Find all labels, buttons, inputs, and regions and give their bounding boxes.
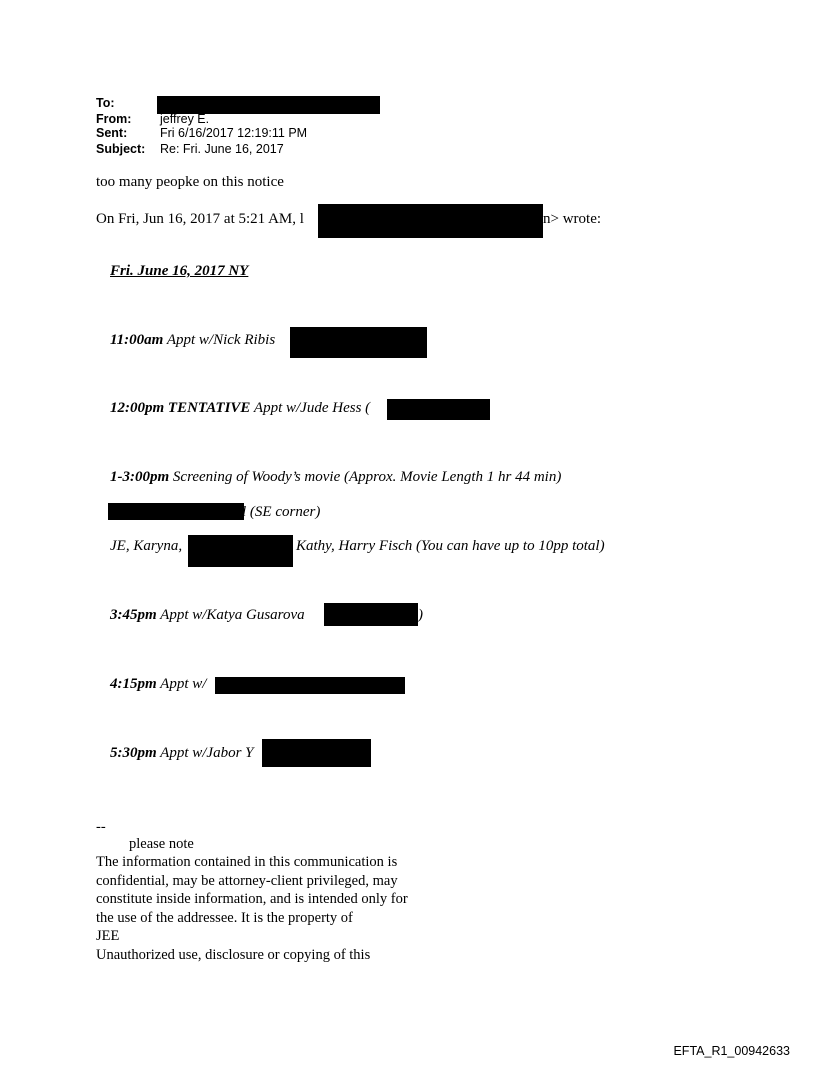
schedule-item-time: 3:45pm: [110, 607, 157, 623]
schedule-item-time: 4:15pm: [110, 676, 157, 692]
from-label: From:: [96, 112, 132, 126]
schedule-item: [110, 469, 561, 486]
disclaimer-line: The information contained in this communication is: [96, 854, 398, 870]
quote-intro-end: n> wrote:: [543, 211, 602, 227]
schedule-item-time: 5:30pm: [110, 745, 157, 761]
subject-value: Re: Fri. June 16, 2017: [160, 142, 284, 156]
schedule-item-desc: Screening of Woody’s movie (Approx. Movie Length 1 hr 44 min): [172, 469, 562, 485]
schedule-item-time: 11:00am: [110, 332, 164, 348]
disclaimer-line: confidential, may be attorney-client privileged, may: [96, 873, 398, 889]
disclaimer-line: the use of the addressee. It is the property of: [96, 910, 353, 926]
schedule-item-desc: Appt w/Nick Ribis: [166, 332, 276, 348]
to-label: To:: [96, 96, 115, 110]
disclaimer-line: JEE: [96, 928, 120, 944]
attendees-end: Kathy, Harry Fisch (You can have up to 10pp total): [296, 538, 605, 554]
quote-intro-start: On Fri, Jun 16, 2017 at 5:21 AM, l: [96, 211, 304, 227]
schedule-item-time: 12:00pm TENTATIVE: [110, 400, 251, 416]
redaction-box: [290, 327, 427, 358]
schedule-item-desc: Appt w/Jude Hess (: [253, 400, 371, 416]
schedule-date-heading: Fri. June 16, 2017 NY: [110, 263, 249, 279]
email-body-line: too many peopke on this notice: [96, 174, 284, 190]
from-value: jeffrey E.: [160, 112, 210, 126]
schedule-item: [110, 676, 206, 693]
redaction-box: [324, 603, 418, 626]
disclaimer-line: constitute inside information, and is intended only for: [96, 891, 408, 907]
sent-value: Fri 6/16/2017 12:19:11 PM: [160, 126, 308, 140]
redaction-box: [387, 399, 490, 420]
subject-label: Subject:: [96, 142, 146, 156]
redaction-box-attendee: [188, 535, 293, 567]
schedule-item-desc: Appt w/: [160, 676, 207, 692]
redaction-box-location: [108, 503, 244, 520]
katya-closing-paren: ): [418, 607, 423, 623]
disclaimer-line: Unauthorized use, disclosure or copying of this: [96, 947, 371, 963]
schedule-item: [110, 607, 305, 624]
sent-label: Sent:: [96, 126, 128, 140]
redaction-box-sender: [318, 204, 543, 238]
redaction-box: [262, 739, 371, 767]
schedule-item-desc: Appt w/Jabor Y: [160, 745, 254, 761]
schedule-item: [110, 745, 254, 762]
schedule-item-desc: Appt w/Katya Gusarova: [160, 607, 305, 623]
schedule-item-time: 1-3:00pm: [110, 469, 170, 485]
schedule-item: [110, 332, 275, 349]
redaction-box: [215, 677, 405, 694]
schedule-item: [110, 400, 370, 417]
location-text: l (SE corner): [242, 504, 321, 520]
signature-separator: --: [96, 819, 106, 835]
attendees-start: JE, Karyna,: [110, 538, 183, 554]
document-id: EFTA_R1_00942633: [673, 1044, 790, 1058]
disclaimer-line: please note: [129, 836, 194, 852]
